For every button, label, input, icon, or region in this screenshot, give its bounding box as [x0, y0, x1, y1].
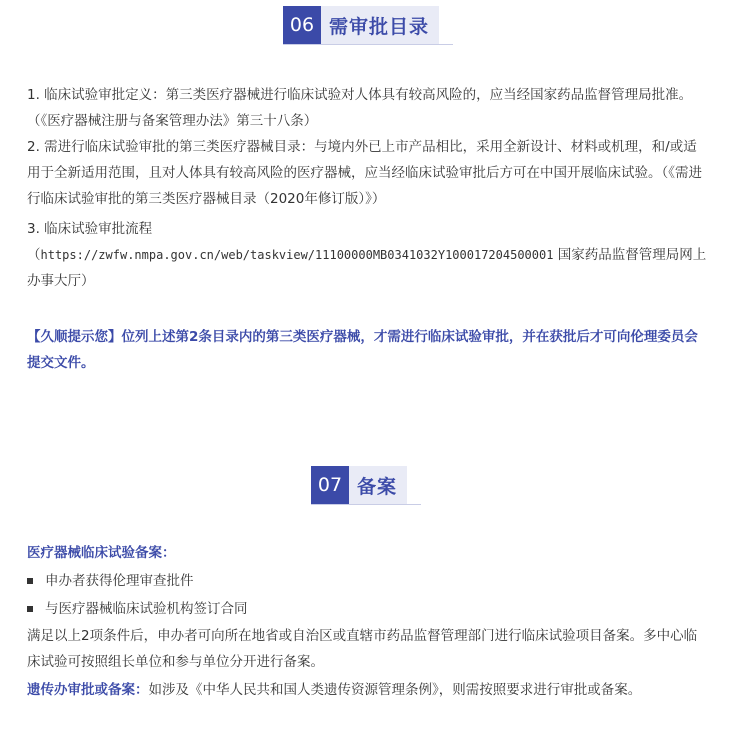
section-06-header	[283, 6, 439, 44]
bullet-square-icon	[27, 606, 33, 612]
bullet-text-1: 申办者获得伦理审查批件	[45, 573, 194, 589]
process-url-link[interactable]: https://zwfw.nmpa.gov.cn/web/taskview/11100000MB0341032Y100017204500001	[40, 248, 554, 262]
item-2: 2. 需进行临床试验审批的第三类医疗器械目录：与境内外已上市产品相比，采用全新设计、材料或机理，和/或适用于全新适用范围，且对人体具有较高风险的医疗器械，应当经临床试验审批后方可在中国开展临床试验。（《需进行临床试验审批的第三类医疗器械目录（2020年修订版）》）	[27, 139, 702, 207]
tip-paragraph: 【久顺提示您】位列上述第2条目录内的第三类医疗器械，才需进行临床试验审批，并在获批后才可向伦理委员会提交文件。	[27, 329, 698, 371]
item-1: 1. 临床试验审批定义：第三类医疗器械进行临床试验对人体具有较高风险的，应当经国家药品监督管理局批准。（《医疗器械注册与备案管理办法》第三十八条）	[27, 87, 693, 129]
bullet-item-2	[27, 596, 248, 622]
section-06-number: 06	[283, 6, 321, 44]
process-link-paragraph	[27, 242, 707, 294]
section-06-underline	[283, 44, 453, 45]
bullet-square-icon	[27, 578, 33, 584]
section-07-number: 07	[311, 466, 349, 504]
section-07-underline	[311, 504, 421, 505]
bullet-item-1	[27, 568, 194, 594]
section-07-header	[311, 466, 407, 504]
url-suffix: 国家药品监督管理局网上办事大厅）	[27, 247, 707, 289]
genetic-label: 遗传办审批或备案：	[27, 682, 149, 698]
item-3: 3. 临床试验审批流程	[27, 221, 153, 237]
genetic-paragraph	[27, 677, 707, 703]
section-07-title: 备案	[349, 466, 407, 504]
genetic-text: 如涉及《中华人民共和国人类遗传资源管理条例》，则需按照要求进行审批或备案。	[148, 682, 642, 698]
filing-subheading: 医疗器械临床试验备案：	[27, 545, 176, 561]
bullet-text-2: 与医疗器械临床试验机构签订合同	[45, 601, 248, 617]
filing-paragraph: 满足以上2项条件后，申办者可向所在地省或自治区或直辖市药品监督管理部门进行临床试验项目备案。多中心临床试验可按照组长单位和参与单位分开进行备案。	[27, 628, 698, 670]
url-prefix: （	[27, 247, 41, 263]
section-06-title: 需审批目录	[321, 6, 439, 44]
